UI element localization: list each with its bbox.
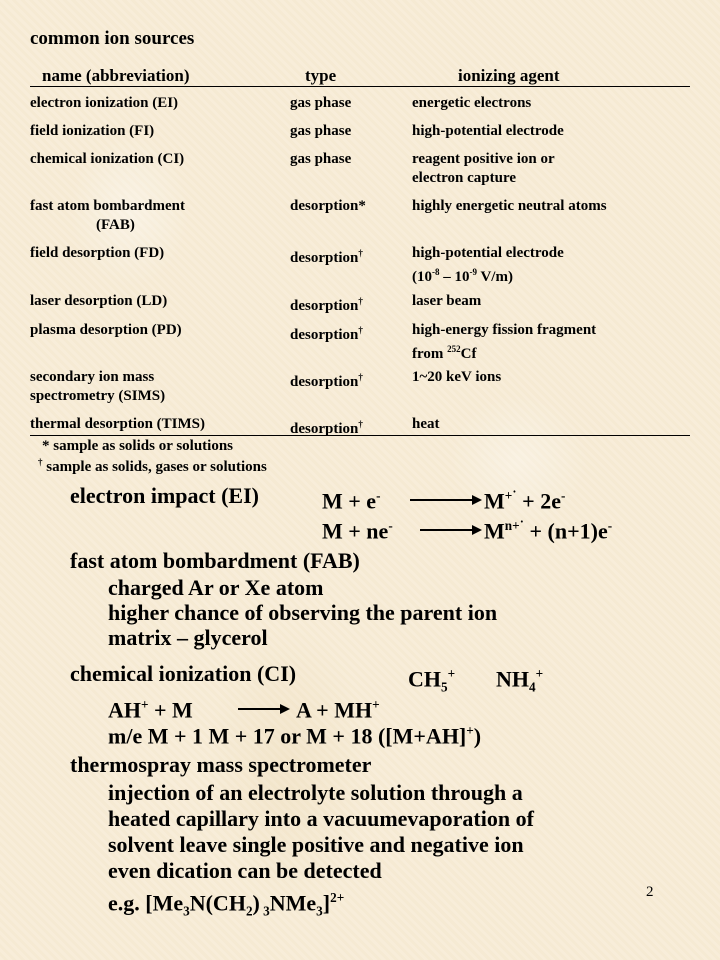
thermo-line-4: even dication can be detected — [108, 858, 382, 883]
ei-eq1-lhs: M + e- — [322, 488, 381, 514]
row-fab-type: desorption* — [290, 198, 366, 214]
row-pd-agent-line2: from $^{252}$Cf — [412, 344, 477, 362]
ci-reagent-nh4: $NH_4^+$ — [496, 666, 544, 695]
col-header-agent: ionizing agent — [458, 66, 560, 85]
row-pd-type: desorption† — [290, 325, 363, 343]
row-tims-name: thermal desorption (TIMS) — [30, 416, 205, 432]
row-sims-name-line2: spectrometry (SIMS) — [30, 388, 166, 404]
col-header-type: type — [305, 66, 337, 85]
ci-heading: chemical ionization (CI) — [70, 661, 297, 686]
ci-reaction-rhs: A + MH+ — [296, 697, 380, 723]
row-ld-type: desorption† — [290, 296, 363, 314]
ei-eq2-lhs: M + ne- — [322, 518, 393, 544]
row-fd-agent: high-potential electrode — [412, 245, 564, 261]
row-tims-type: desorption† — [290, 419, 363, 437]
row-sims-name: secondary ion mass — [30, 369, 155, 385]
fab-line-2: higher chance of observing the parent ion — [108, 600, 498, 625]
row-ld-agent: laser beam — [412, 293, 482, 309]
ci-reaction-lhs: AH+ + M — [108, 697, 193, 723]
row-fab-name-line2: (FAB) — [96, 217, 135, 233]
ei-heading: electron impact (EI) — [70, 483, 259, 508]
footnote-star: * sample as solids or solutions — [42, 438, 234, 454]
row-ld-name: laser desorption (LD) — [30, 293, 168, 309]
thermo-line-3: solvent leave single positive and negative ion — [108, 832, 524, 857]
fab-heading: fast atom bombardment (FAB) — [70, 548, 360, 573]
thermo-line-2: heated capillary into a vacuumevaporation of — [108, 806, 534, 831]
fab-line-1: charged Ar or Xe atom — [108, 575, 324, 600]
reaction-arrow — [420, 529, 480, 531]
row-sims-type: desorption† — [290, 372, 363, 390]
fab-line-3: matrix – glycerol — [108, 625, 268, 650]
table-top-rule — [30, 86, 690, 87]
row-pd-agent: high-energy fission fragment — [412, 322, 597, 338]
row-sims-agent: 1~20 keV ions — [412, 369, 502, 385]
row-ci-agent-line2: electron capture — [412, 170, 516, 186]
ci-reagent-ch5: $CH_5^+$ — [408, 666, 456, 695]
thermo-heading: thermospray mass spectrometer — [70, 752, 372, 777]
row-ei-type: gas phase — [290, 95, 352, 111]
page-title: common ion sources — [30, 28, 195, 49]
row-fi-type: gas phase — [290, 123, 352, 139]
row-pd-name: plasma desorption (PD) — [30, 322, 182, 338]
col-header-name: name (abbreviation) — [42, 66, 190, 85]
row-fi-name: field ionization (FI) — [30, 123, 155, 139]
row-ei-agent: energetic electrons — [412, 95, 532, 111]
row-ci-name: chemical ionization (CI) — [30, 151, 185, 167]
row-ci-type: gas phase — [290, 151, 352, 167]
thermo-line-1: injection of an electrolyte solution through a — [108, 780, 523, 805]
row-fd-agent-line2: ($10^{-8} - 10^{-9}$ V/m) — [412, 267, 513, 285]
row-ci-agent: reagent positive ion or — [412, 151, 555, 167]
row-ei-name: electron ionization (EI) — [30, 95, 179, 111]
ci-me-line: m/e M + 1 M + 17 or M + 18 ([M+AH]+) — [108, 723, 482, 749]
row-fi-agent: high-potential electrode — [412, 123, 564, 139]
row-tims-agent: heat — [412, 416, 440, 432]
reaction-arrow — [238, 708, 288, 710]
page-number: 2 — [646, 884, 654, 900]
table-bottom-rule — [30, 435, 690, 436]
row-fab-name: fast atom bombardment — [30, 198, 185, 214]
footnote-dagger: † sample as solids, gases or solutions — [38, 457, 267, 475]
reaction-arrow — [410, 499, 480, 501]
row-fab-agent: highly energetic neutral atoms — [412, 198, 607, 214]
row-fd-name: field desorption (FD) — [30, 245, 165, 261]
thermo-example: e.g. [$Me_3N(CH_2)$ $_3$NMe$_3$]$^{2+}$ — [108, 890, 345, 919]
ei-eq2-rhs: $M^{n+˙} + (n+1)e^-$ — [484, 518, 613, 544]
row-fd-type: desorption† — [290, 248, 363, 266]
ei-eq1-rhs: M+˙ + 2e- — [484, 488, 566, 514]
